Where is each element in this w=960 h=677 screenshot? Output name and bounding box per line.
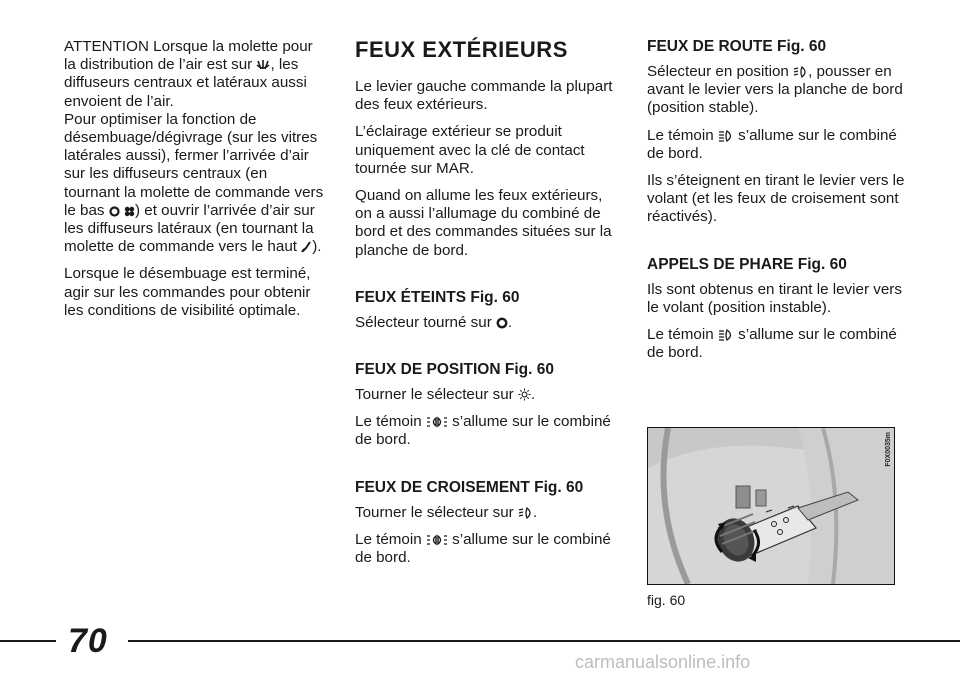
main-beam-paragraph-3: Ils s’éteignent en tirant le levier vers le volant (et les feux de croisement sont réactivés). — [647, 172, 905, 226]
intro-paragraph-1: Le levier gauche commande la plupart des feux extérieurs. — [355, 78, 613, 114]
dipped-beam-icon — [518, 507, 533, 519]
demist-text-a: Pour optimiser la fonction de désembuage/dégivrage (sur les vitres latérales aussi), fermer l’arrivée d’air sur les diffuseurs centraux (en tournant la molette de commande vers le bas — [64, 110, 324, 219]
main-beam-icon — [718, 329, 734, 341]
attention-text-a: ATTENTION Lorsque la molette pour la distribution de l’air est sur — [64, 38, 313, 74]
figure-caption: fig. 60 — [647, 592, 686, 608]
watermark: carmanualsonline.info — [575, 652, 751, 672]
air-distribution-icon — [256, 59, 270, 71]
lights-off-icon — [496, 317, 508, 329]
footer-rule-left — [0, 640, 56, 642]
main-beam-lamp-text-a: Le témoin — [647, 126, 718, 144]
vent-open-icon — [124, 206, 135, 217]
side-lights-warning-icon — [426, 416, 448, 428]
flash-paragraph-1: Ils sont obtenus en tirant le levier vers le volant (position instable). — [647, 280, 902, 316]
lights-off-heading: FEUX ÉTEINTS Fig. 60 — [355, 288, 520, 306]
lever-illustration — [648, 428, 894, 584]
lights-off-end: . — [507, 313, 513, 331]
dipped-beam-icon — [793, 66, 808, 78]
side-lights-lamp-paragraph — [355, 413, 615, 449]
side-lights-lamp-text-a: Le témoin — [355, 413, 426, 431]
column-middle — [355, 38, 615, 576]
flash-heading: APPELS DE PHARE Fig. 60 — [647, 255, 847, 273]
main-beam-paragraph-2 — [647, 127, 909, 163]
side-lights-heading: FEUX DE POSITION Fig. 60 — [355, 361, 554, 379]
intro-paragraph-3: Quand on allume les feux extérieurs, on a aussi l’allumage du combiné de bord et des commandes situées sur la planche de bord. — [355, 187, 612, 259]
dipped-beam-lamp-text-a: Le témoin — [355, 530, 426, 548]
dipped-beam-text: Tourner le sélecteur sur — [355, 503, 518, 521]
figure-60 — [647, 427, 895, 585]
flash-lamp-text-a: Le témoin — [647, 326, 718, 344]
page-number: 70 — [68, 622, 108, 660]
attention-paragraph — [64, 38, 326, 111]
demist-text-b: ) et ouvrir l’arrivée d’air sur les diffuseurs latéraux (en tournant la molette de commande vers le haut — [64, 201, 315, 256]
demist-end-paragraph: Lorsque le désembuage est terminé, agir sur les commandes pour obtenir les conditions de visibilité optimale. — [64, 265, 311, 319]
column-left — [64, 38, 326, 329]
side-lights-warning-icon — [426, 534, 448, 546]
side-lights-text: Tourner le sélecteur sur — [355, 386, 518, 404]
dipped-beam-heading: FEUX DE CROISEMENT Fig. 60 — [355, 478, 584, 496]
lights-off-text: Sélecteur tourné sur — [355, 313, 496, 331]
side-lights-icon — [518, 388, 531, 401]
flash-lamp-text-b: s’allume sur le combiné de bord. — [647, 326, 897, 362]
vent-up-icon — [301, 240, 312, 253]
main-beam-heading: FEUX DE ROUTE Fig. 60 — [647, 38, 827, 55]
section-title: FEUX EXTÉRIEURS — [355, 37, 568, 62]
flash-paragraph-2 — [647, 326, 909, 362]
lights-off-paragraph — [355, 314, 615, 332]
column-right — [647, 38, 909, 371]
side-lights-lamp-text-b: s’allume sur le combiné de bord. — [355, 413, 611, 449]
demist-text-c: ). — [312, 238, 322, 256]
side-lights-paragraph — [355, 386, 615, 404]
main-beam-paragraph-1 — [647, 63, 909, 118]
dipped-beam-lamp-text-b: s’allume sur le combiné de bord. — [355, 530, 611, 567]
side-lights-end: . — [530, 386, 536, 404]
attention-text-b: , les diffuseurs centraux et latéraux aussi envoient de l’air. — [64, 56, 307, 110]
dipped-beam-lamp-paragraph — [355, 531, 615, 567]
dipped-beam-end: . — [532, 503, 538, 521]
figure-code: F0X0035m — [885, 432, 892, 467]
vent-closed-icon — [109, 206, 120, 217]
main-beam-icon — [718, 130, 734, 142]
dipped-beam-paragraph — [355, 504, 615, 522]
intro-paragraph-2: L’éclairage extérieur se produit uniquement avec la clé de contact tournée sur MAR. — [355, 123, 585, 177]
footer-rule-right — [128, 640, 960, 642]
demist-paragraph — [64, 111, 326, 257]
main-beam-text-a: Sélecteur en position — [647, 63, 794, 80]
main-beam-text-b: , pousser en avant le levier vers la planche de bord (position stable). — [647, 63, 903, 117]
main-beam-lamp-text-b: s’allume sur le combiné de bord. — [647, 126, 897, 162]
